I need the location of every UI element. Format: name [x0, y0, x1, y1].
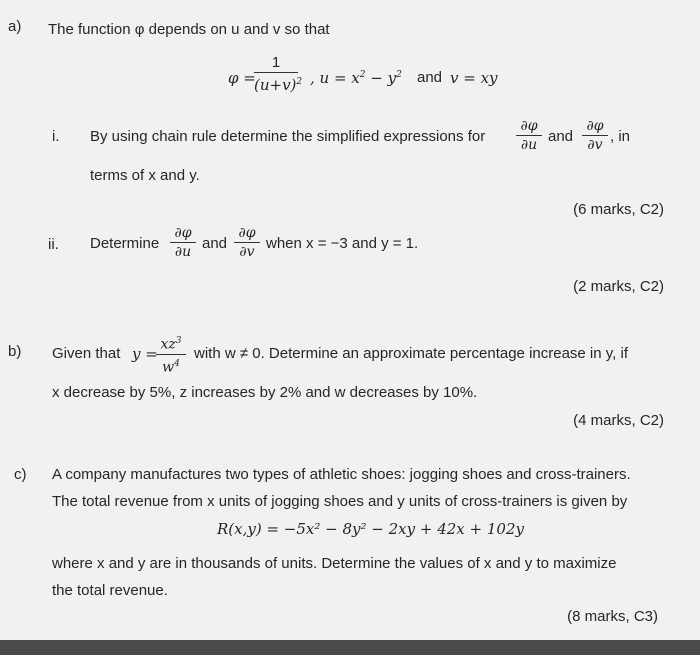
part-b-marks: (4 marks, C2): [573, 412, 664, 429]
dphi-dv-fraction: ∂φ ∂v: [582, 118, 608, 153]
b-fraction: $xz^3$ $w^4$: [156, 333, 186, 375]
part-a-intro: The function φ depends on u and v so that: [48, 21, 330, 38]
part-b-label: b): [8, 343, 22, 360]
part-c-marks: (8 marks, C3): [567, 608, 658, 625]
and-word: and: [417, 69, 443, 86]
dphi-du-fraction: ∂φ ∂u: [516, 118, 542, 153]
phi-denominator-power: 2: [296, 77, 303, 87]
part-a-label: a): [8, 18, 22, 35]
v-definition: v = xy: [450, 69, 498, 87]
subpart-i-marks: (6 marks, C2): [573, 201, 664, 218]
part-c-line2: The total revenue from x units of jogging shoes and y units of cross-trainers is given by: [52, 493, 628, 510]
subpart-ii-marks: (2 marks, C2): [573, 278, 664, 295]
u-definition: , $u = x^2 - y^2$: [310, 69, 402, 87]
phi-denominator: (u+v): [254, 76, 297, 94]
revenue-equation: R(x,y) = −5x² − 8y² − 2xy + 42x + 102y: [217, 520, 524, 538]
phi-numerator: 1: [271, 54, 281, 71]
part-c-line3: where x and y are in thousands of units. Determine the values of x and y to maximize: [52, 555, 617, 572]
part-c-line4: the total revenue.: [52, 582, 168, 599]
part-c-line1: A company manufactures two types of athletic shoes: jogging shoes and cross-trainers.: [52, 466, 631, 483]
subpart-i-label: i.: [52, 128, 60, 145]
subpart-ii-label: ii.: [48, 236, 59, 253]
phi-fraction: [254, 54, 303, 94]
ii-dphi-dv-fraction: ∂φ ∂v: [234, 225, 260, 260]
ii-dphi-du-fraction: ∂φ ∂u: [170, 225, 196, 260]
phi-lhs: φ =: [228, 69, 256, 87]
bottom-edge: [0, 640, 700, 655]
part-b-line2: x decrease by 5%, z increases by 2% and w decreases by 10%.: [52, 384, 478, 401]
subpart-i-text-cont: terms of x and y.: [90, 167, 200, 184]
part-c-label: c): [14, 466, 27, 483]
